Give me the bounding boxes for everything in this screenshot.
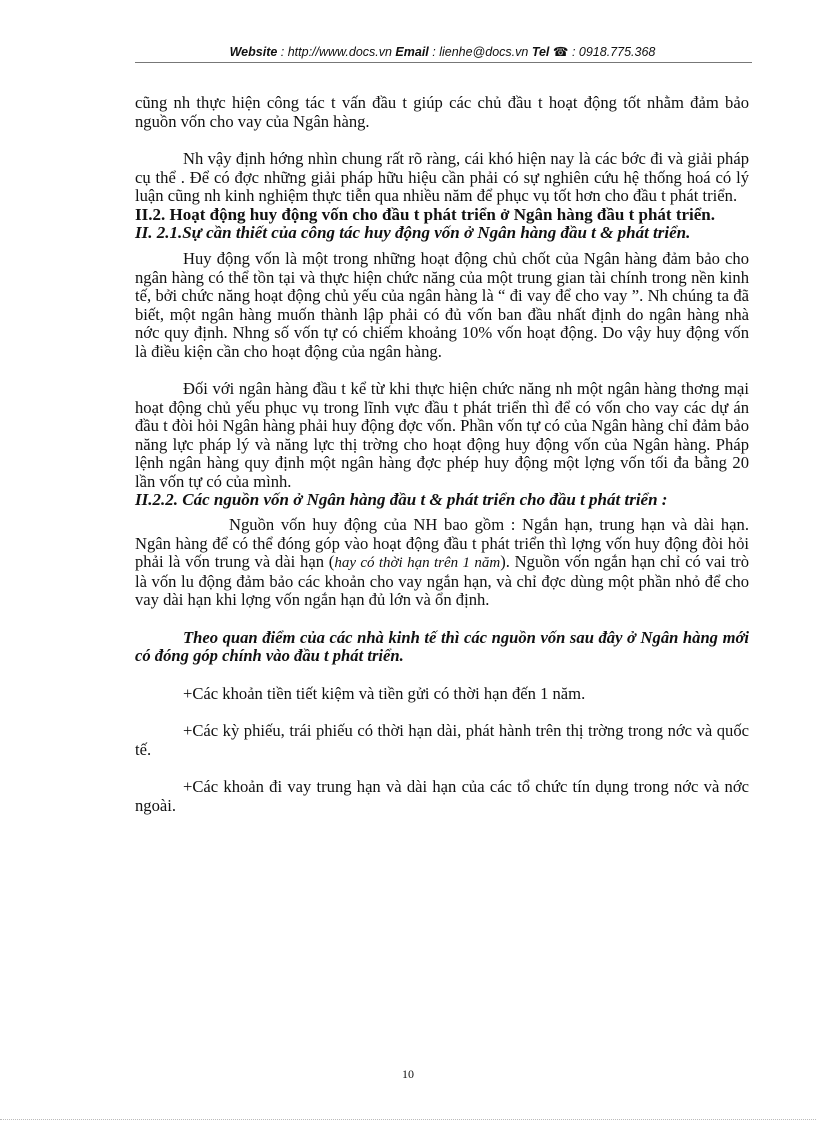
document-body (135, 94, 749, 815)
bullet-3: +Các khoản đi vay trung hạn và dài hạn của các tổ chức tín dụng trong nớc và nớc ngoài. (135, 777, 749, 815)
paragraph-5-text-a: Nguồn vốn huy động của NH bao gồm : Ngắn hạn, trung hạn và dài hạn. Ngân hàng để có thể đóng góp vào hoạt động đầu t phát triển thì lợng vốn huy động đòi hỏi phải là vốn trung và dài hạn ( (135, 515, 749, 571)
email-address: : lienhe@docs.vn (428, 45, 532, 59)
header-divider (135, 62, 752, 63)
bullet-2: +Các kỳ phiếu, trái phiếu có thời hạn dài, phát hành trên thị trờng trong nớc và quốc tế. (135, 721, 749, 759)
heading-ii-2: II.2. Hoạt động huy động vốn cho đầu t phát triển ở Ngân hàng đầu t phát triển. (135, 204, 715, 224)
website-url: : http://www.docs.vn (277, 45, 396, 59)
paragraph-5-emphasis: hay có thời hạn trên 1 năm (334, 555, 501, 571)
tel-label: Tel (531, 45, 550, 59)
website-label: Website (229, 45, 278, 59)
phone-icon: ☎ (552, 45, 569, 59)
paragraph-6: Theo quan điểm của các nhà kinh tế thì các nguồn vốn sau đây ở Ngân hàng mới có đóng góp chính vào đầu t phát triển. (135, 627, 749, 665)
paragraph-4: Đối với ngân hàng đầu t kể từ khi thực hiện chức năng nh một ngân hàng thơng mại hoạt động chủ yếu phục vụ trong lĩnh vực đầu t phát triển thì để có vốn cho vay các dự án đầu t đòi hỏi Ngân hàng phải huy động đợc vốn. Phần vốn tự có của Ngân hàng chỉ đảm bảo năng lực pháp lý và năng lực thị trờng cho hoạt động huy động vốn của Ngân hàng. Pháp lệnh ngân hàng quy định một ngân hàng đợc phép huy động một lợng vốn tối đa bằng 20 lần vốn tự có của mình. (135, 379, 749, 491)
paragraph-5 (135, 516, 749, 610)
page-number: 10 (402, 1067, 414, 1081)
paragraph-2: Nh vậy định hớng nhìn chung rất rõ ràng, cái khó hiện nay là các bớc đi và giải pháp cụ thể . Để có đợc những giải pháp hữu hiệu cần phải có sự nghiên cứu hệ thống hoá có lý luận cũng nh kinh nghiệm thực tiễn qua nhiều năm để phục vụ tốt hơn cho đầu t phát triển. (135, 149, 749, 205)
paragraph-3: Huy động vốn là một trong những hoạt động chủ chốt của Ngân hàng đảm bảo cho ngân hàng có thể tồn tại và thực hiện chức năng của một trung gian tài chính trong nền kinh tế, bởi chức năng hoạt động chủ yếu của ngân hàng là “ đi vay để cho vay ”. Nh chúng ta đã biết, một ngân hàng muốn thành lập phải có đủ vốn ban đầu nhất định do ngân hàng nhà nớc quy định. Nhng số vốn tự có chiếm khoảng 10% vốn hoạt động. Do vậy huy động vốn là điều kiện cần cho hoạt động của ngân hàng. (135, 249, 749, 361)
page-header (135, 44, 750, 59)
bullet-1: +Các khoản tiền tiết kiệm và tiền gửi có thời hạn đến 1 năm. (183, 683, 586, 703)
heading-ii-2-2: II.2.2. Các nguồn vốn ở Ngân hàng đầu t & phát triển cho đầu t phát triển : (135, 490, 668, 509)
tel-number: : 0918.775.368 (568, 45, 656, 59)
footer-divider (0, 1119, 816, 1120)
email-label: Email (395, 45, 429, 59)
heading-ii-2-1: II. 2.1.Sự cần thiết của công tác huy động vốn ở Ngân hàng đầu t & phát triển. (135, 223, 691, 242)
paragraph-5-text-b: ). Nguồn vốn ngắn hạn chỉ có vai trò là vốn lu động đảm bảo các khoản cho vay ngắn hạn, và chỉ đợc dùng một phần nhỏ để cho vay dài hạn khi lợng vốn ngắn hạn đủ lớn và ổn định. (135, 552, 750, 609)
paragraph-1: cũng nh thực hiện công tác t vấn đầu t giúp các chủ đầu t hoạt động tốt nhằm đảm bảo nguồn vốn cho vay của Ngân hàng. (135, 93, 749, 131)
